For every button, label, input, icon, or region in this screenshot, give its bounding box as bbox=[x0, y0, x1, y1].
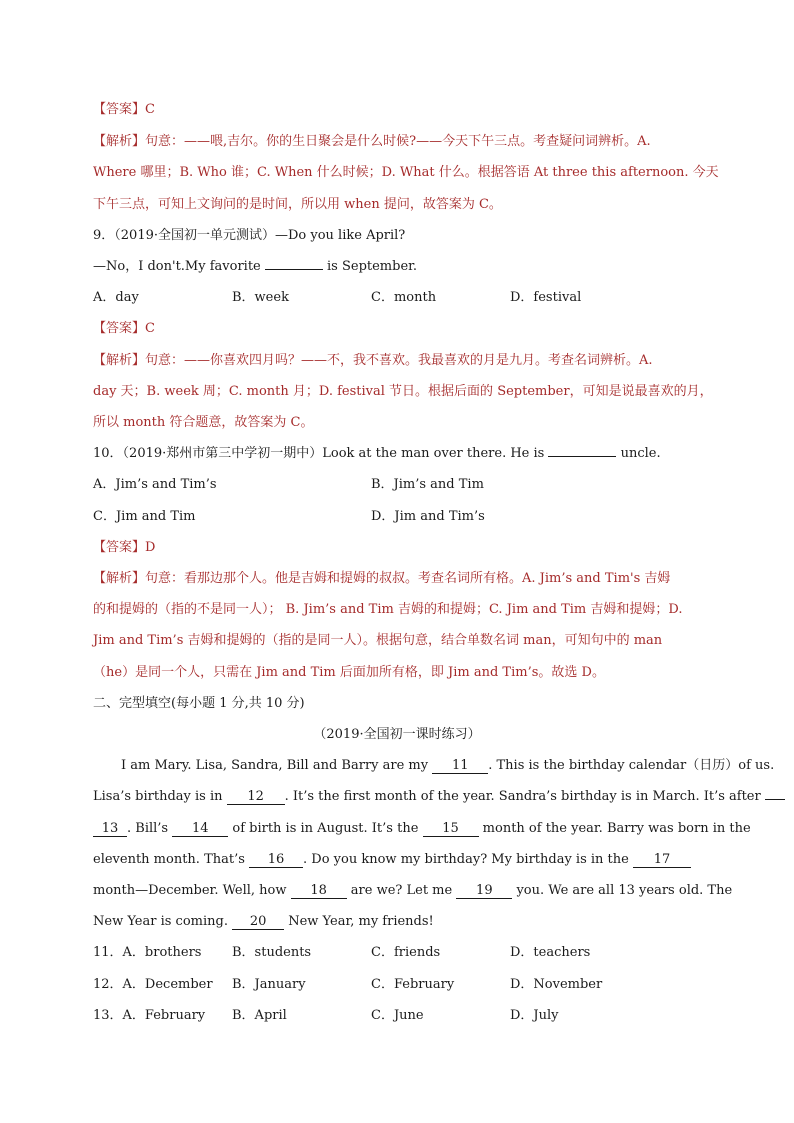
explanation-9-line-3: 所以 month 符合题意，故答案为 C。 bbox=[93, 415, 314, 430]
q11-option-a: 11．A．brothers bbox=[93, 945, 202, 960]
explanation-tag: 【解析】 bbox=[93, 571, 146, 586]
answer-8 bbox=[93, 101, 155, 119]
passage-line-2 bbox=[93, 788, 785, 806]
q11-option-d: D．teachers bbox=[510, 945, 591, 960]
passage-text: month of the year. Barry was born in the bbox=[478, 821, 751, 836]
option-a: A．day bbox=[93, 290, 139, 305]
explanation-10-line-4: （he）是同一个人，只需在 Jim and Tim 后面加所有格，即 Jim and Tim’s。故选 D。 bbox=[93, 665, 605, 680]
blank-11: 11 bbox=[432, 758, 488, 774]
passage-text: . It’s the first month of the year. Sandra’s birthday is in March. It’s after bbox=[284, 789, 765, 804]
explanation-10-line-1 bbox=[93, 570, 670, 588]
option-b: B．week bbox=[232, 290, 289, 305]
explanation-8-line-1 bbox=[93, 133, 651, 151]
q12-option-c: C．February bbox=[371, 977, 455, 992]
answer-tag: 【答案】 bbox=[93, 321, 146, 336]
blank-15: 15 bbox=[423, 821, 479, 837]
question-9-line-2 bbox=[93, 258, 417, 276]
q13-option-b: B．April bbox=[232, 1008, 287, 1023]
passage-text: I am Mary. Lisa, Sandra, Bill and Barry are my bbox=[121, 758, 433, 773]
passage-text: New Year, my friends! bbox=[284, 914, 434, 929]
blank-20: 20 bbox=[232, 914, 284, 930]
q11-option-c: C．friends bbox=[371, 945, 441, 960]
answer-value: C bbox=[145, 102, 155, 117]
explanation-tag: 【解析】 bbox=[93, 353, 146, 368]
question-text: —No，I don't.My favorite bbox=[93, 259, 265, 274]
option-b: B．Jim’s and Tim bbox=[371, 477, 484, 492]
option-c: C．month bbox=[371, 290, 437, 305]
blank-14: 14 bbox=[172, 821, 228, 837]
answer-value: D bbox=[145, 540, 156, 555]
q13-option-c: C．June bbox=[371, 1008, 424, 1023]
answer-tag: 【答案】 bbox=[93, 540, 146, 555]
passage-line-4 bbox=[93, 851, 691, 869]
q11-option-b: B．students bbox=[232, 945, 312, 960]
explanation-tag: 【解析】 bbox=[93, 134, 146, 149]
passage-text: eleventh month. That’s bbox=[93, 852, 250, 867]
answer-tag: 【答案】 bbox=[93, 102, 146, 117]
passage-text: . This is the birthday calendar（日历）of us. bbox=[488, 758, 775, 773]
blank-13-start bbox=[765, 799, 785, 800]
passage-text: month—December. Well, how bbox=[93, 883, 291, 898]
blank-13: 13 bbox=[93, 821, 127, 837]
q12-option-b: B．January bbox=[232, 977, 306, 992]
explanation-9-line-2: day 天；B. week 周；C. month 月；D. festival 节日。根据后面的 September，可知是说最喜欢的月， bbox=[93, 384, 713, 399]
explanation-10-line-2: 的和提姆的（指的不是同一人）； B. Jim’s and Tim 吉姆的和提姆；C. Jim and Tim 吉姆和提姆；D. bbox=[93, 602, 683, 617]
explanation-9-line-1 bbox=[93, 352, 653, 370]
explanation-8-line-2: Where 哪里；B. Who 谁；C. When 什么时候；D. What 什么。根据答语 At three this afternoon. 今天 bbox=[93, 165, 719, 180]
passage-line-1 bbox=[121, 757, 774, 775]
explanation-text: 句意：——你喜欢四月吗？——不，我不喜欢。我最喜欢的月是九月。考查名词辨析。A. bbox=[145, 353, 653, 368]
passage-line-3 bbox=[93, 820, 751, 838]
question-9-stem: 9．（2019·全国初一单元测试）—Do you like April? bbox=[93, 228, 406, 243]
q13-option-a: 13．A．February bbox=[93, 1008, 206, 1023]
option-d: D．Jim and Tim’s bbox=[371, 509, 485, 524]
answer-9 bbox=[93, 320, 155, 338]
passage-line-5 bbox=[93, 882, 732, 900]
section-heading: 二、完型填空(每小题 1 分,共 10 分) bbox=[93, 696, 305, 711]
passage-text: of birth is in August. It’s the bbox=[228, 821, 423, 836]
answer-blank bbox=[265, 269, 323, 270]
blank-17: 17 bbox=[633, 852, 691, 868]
question-text: uncle. bbox=[616, 446, 661, 461]
passage-text: New Year is coming. bbox=[93, 914, 233, 929]
q13-option-d: D．July bbox=[510, 1008, 559, 1023]
answer-blank bbox=[548, 456, 616, 457]
passage-line-6 bbox=[93, 913, 434, 931]
passage-text: . Bill’s bbox=[127, 821, 173, 836]
question-text: 10．（2019·郑州市第三中学初一期中）Look at the man over there. He is bbox=[93, 446, 549, 461]
option-a: A．Jim’s and Tim’s bbox=[93, 477, 217, 492]
answer-value: C bbox=[145, 321, 155, 336]
blank-18: 18 bbox=[291, 883, 347, 899]
passage-text: you. We are all 13 years old. The bbox=[512, 883, 733, 898]
question-text: is September. bbox=[322, 259, 418, 274]
blank-19: 19 bbox=[456, 883, 512, 899]
blank-12: 12 bbox=[227, 789, 285, 805]
passage-text: . Do you know my birthday? My birthday is in the bbox=[303, 852, 633, 867]
explanation-10-line-3: Jim and Tim’s 吉姆和提姆的（指的是同一人）。根据句意，结合单数名词 man，可知句中的 man bbox=[93, 633, 663, 648]
option-c: C．Jim and Tim bbox=[93, 509, 196, 524]
explanation-8-line-3: 下午三点，可知上文询问的是时间，所以用 when 提问，故答案为 C。 bbox=[93, 197, 502, 212]
passage-text: are we? Let me bbox=[346, 883, 457, 898]
explanation-text: 句意：看那边那个人。他是吉姆和提姆的叔叔。考查名词所有格。A. Jim’s and Tim's 吉姆 bbox=[145, 571, 671, 586]
q12-option-a: 12．A．December bbox=[93, 977, 213, 992]
blank-16: 16 bbox=[249, 852, 303, 868]
question-10-stem bbox=[93, 445, 661, 463]
explanation-text: 句意：——喂,吉尔。你的生日聚会是什么时候?——今天下午三点。考查疑问词辨析。A. bbox=[145, 134, 651, 149]
option-d: D．festival bbox=[510, 290, 582, 305]
answer-10 bbox=[93, 539, 155, 557]
passage-source: （2019·全国初一课时练习） bbox=[313, 727, 481, 742]
q12-option-d: D．November bbox=[510, 977, 603, 992]
passage-text: Lisa’s birthday is in bbox=[93, 789, 227, 804]
